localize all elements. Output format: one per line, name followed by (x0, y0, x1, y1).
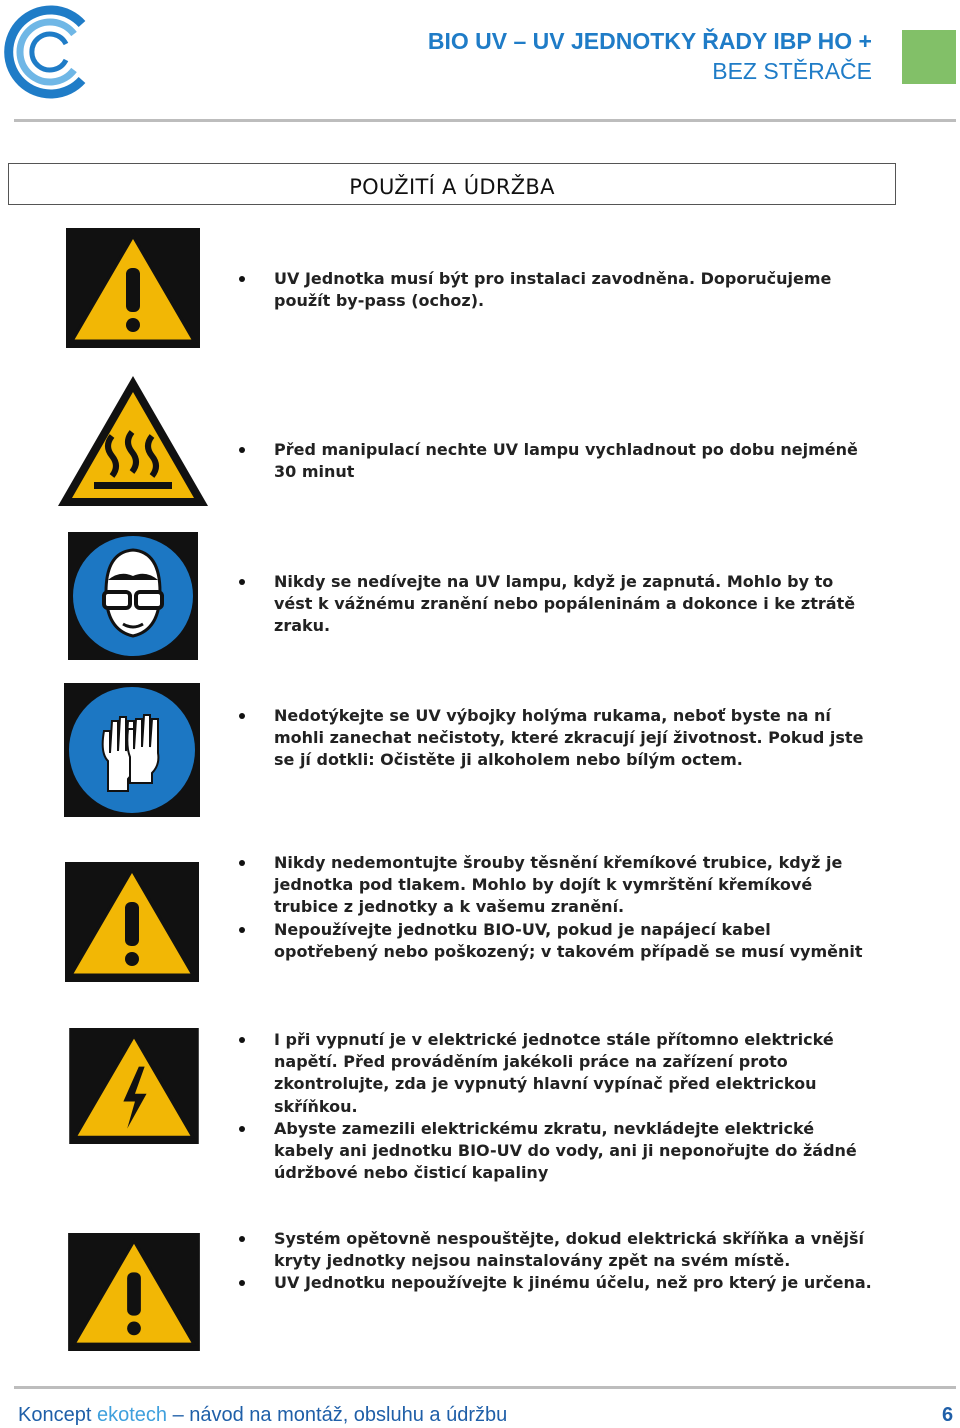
instruction-list-1 (232, 268, 872, 312)
hot-surface-warning-icon (54, 372, 212, 510)
accent-square (902, 30, 956, 84)
warning-exclamation-icon (68, 1233, 200, 1351)
list-item: Abyste zamezili elektrickému zkratu, nevkládejte elektrické kabely ani jednotku BIO-UV do vody, ani ji neponořujte do žádné údržbové nebo čisticí kapaliny (232, 1118, 872, 1185)
instruction-list-7 (232, 1228, 872, 1295)
instruction-list-4 (232, 705, 872, 772)
section-title: POUŽITÍ A ÚDRŽBA (349, 175, 555, 199)
header-divider (14, 119, 956, 122)
list-item: Nedotýkejte se UV výbojky holýma rukama, neboť byste na ní mohli zanechat nečistoty, které zkracují její životnost. Pokud jste se jí dotkli: Očistěte ji alkoholem nebo bílým octem. (232, 705, 872, 772)
list-item: UV Jednotka musí být pro instalaci zavodněna. Doporučujeme použít by-pass (ochoz). (232, 268, 872, 312)
footer-text (18, 1404, 507, 1427)
list-item: Nikdy se nedívejte na UV lampu, když je zapnutá. Mohlo by to vést k vážnému zranění nebo popáleninám a dokonce i ke ztrátě zraku. (232, 571, 872, 638)
document-title: BIO UV – UV JEDNOTKY ŘADY IBP HO + (427, 28, 872, 54)
eye-protection-icon (68, 532, 198, 660)
footer-word-koncept: Koncept (18, 1404, 92, 1426)
footer-caption: – návod na montáž, obsluhu a údržbu (167, 1404, 508, 1426)
list-item: I při vypnutí je v elektrické jednotce stále přítomno elektrické napětí. Před prováděním jakékoli práce na zařízení proto zkontrolujte, zda je vypnutý hlavní vypínač před elektrickou skříňkou. (232, 1029, 872, 1118)
company-logo (4, 4, 94, 100)
list-item: Nikdy nedemontujte šrouby těsnění křemíkové trubice, když je jednotka pod tlakem. Mohlo by dojít k vymrštění křemíkové trubice z jednotky a k vašemu zranění. (232, 852, 872, 919)
document-subtitle: BEZ STĚRAČE (712, 58, 872, 84)
warning-exclamation-icon (66, 228, 200, 348)
instruction-list-3 (232, 571, 872, 638)
footer-divider (14, 1386, 956, 1389)
instruction-list-5 (232, 852, 872, 963)
list-item: Nepoužívejte jednotku BIO-UV, pokud je napájecí kabel opotřebený nebo poškozený; v takovém případě se musí vyměnit (232, 919, 872, 963)
instruction-list-6 (232, 1029, 872, 1184)
instruction-list-2 (232, 439, 872, 483)
page-number: 6 (942, 1404, 954, 1426)
list-item: UV Jednotku nepoužívejte k jinému účelu, než pro který je určena. (232, 1272, 872, 1294)
electrical-hazard-icon (68, 1028, 200, 1144)
footer-brand: ekotech (96, 1404, 168, 1426)
gloves-required-icon (64, 683, 200, 817)
list-item: Systém opětovně nespouštějte, dokud elektrická skříňka a vnější kryty jednotky nejsou nainstalovány zpět na svém místě. (232, 1228, 872, 1272)
list-item: Před manipulací nechte UV lampu vychladnout po dobu nejméně 30 minut (232, 439, 872, 483)
warning-exclamation-icon (64, 862, 200, 982)
